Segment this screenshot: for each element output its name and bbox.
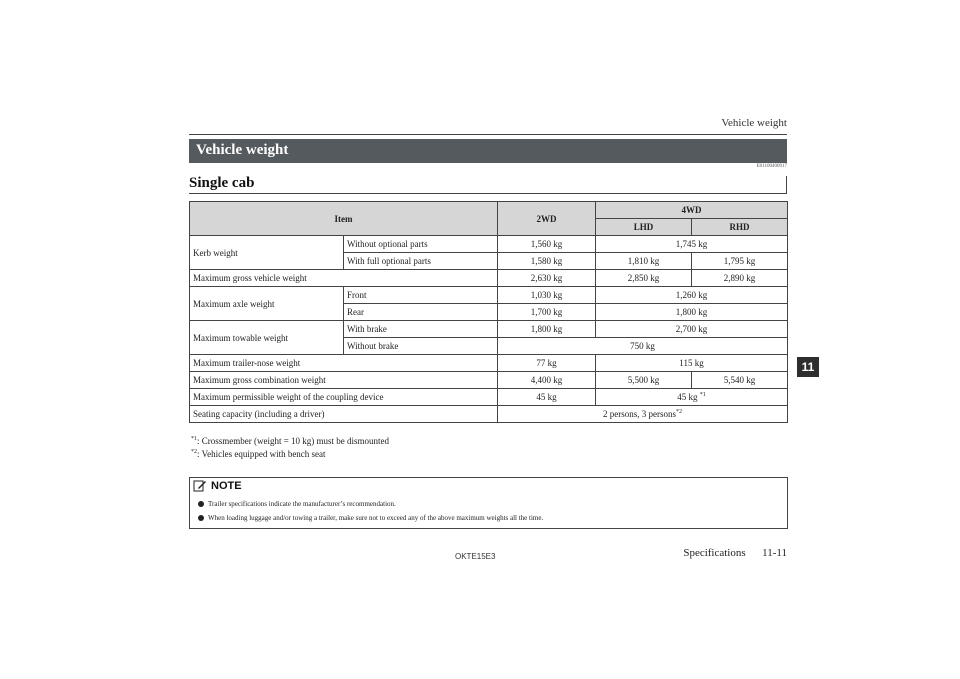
cell-4wd: 115 kg xyxy=(596,355,788,372)
bullet-icon xyxy=(198,515,204,521)
row-sublabel: Front xyxy=(344,287,498,304)
note-heading: NOTE xyxy=(211,480,242,492)
row-label: Maximum gross vehicle weight xyxy=(190,270,498,287)
cell-lhd: 1,810 kg xyxy=(596,253,692,270)
row-label: Maximum permissible weight of the coupling device xyxy=(190,389,498,406)
row-label: Maximum axle weight xyxy=(190,287,344,321)
row-sublabel: Without optional parts xyxy=(344,236,498,253)
cell-all xyxy=(498,406,788,423)
cell-4wd: 1,260 kg xyxy=(596,287,788,304)
cell-4wd: 1,800 kg xyxy=(596,304,788,321)
row-label: Maximum trailer-nose weight xyxy=(190,355,498,372)
cell-4wd xyxy=(596,389,788,406)
bullet-icon xyxy=(198,501,204,507)
cell-2wd: 45 kg xyxy=(498,389,596,406)
footnote-text: : Vehicles equipped with bench seat xyxy=(197,449,326,459)
subheading-tick xyxy=(786,176,787,194)
note-item xyxy=(198,514,543,522)
cell-2wd: 1,030 kg xyxy=(498,287,596,304)
cell-2wd: 77 kg xyxy=(498,355,596,372)
row-sublabel: Rear xyxy=(344,304,498,321)
table-row xyxy=(190,236,788,253)
cell-lhd: 5,500 kg xyxy=(596,372,692,389)
cell-2wd: 1,800 kg xyxy=(498,321,596,338)
cell-2wd: 1,560 kg xyxy=(498,236,596,253)
header-2wd: 2WD xyxy=(498,202,596,236)
table-row xyxy=(190,372,788,389)
footnote-mark: *2 xyxy=(191,449,197,455)
row-label: Maximum gross combination weight xyxy=(190,372,498,389)
footnote-ref: *2 xyxy=(676,409,682,415)
section-title: Vehicle weight xyxy=(196,142,289,158)
cell-4wd: 2,700 kg xyxy=(596,321,788,338)
cell-2wd: 1,580 kg xyxy=(498,253,596,270)
cell-4wd-value: 45 kg xyxy=(677,392,700,402)
document-code: E01100400917 xyxy=(756,164,787,169)
cell-all: 750 kg xyxy=(498,338,788,355)
table-row xyxy=(190,406,788,423)
table-row xyxy=(190,355,788,372)
header-4wd: 4WD xyxy=(596,202,788,219)
cell-lhd: 2,850 kg xyxy=(596,270,692,287)
row-label: Kerb weight xyxy=(190,236,344,270)
cell-rhd: 1,795 kg xyxy=(692,253,788,270)
table-row xyxy=(190,287,788,304)
footnote-1 xyxy=(191,436,389,446)
row-sublabel: With brake xyxy=(344,321,498,338)
cell-2wd: 4,400 kg xyxy=(498,372,596,389)
footer-code: OKTE15E3 xyxy=(455,552,496,561)
chapter-tab: 11 xyxy=(797,357,819,377)
table-row xyxy=(190,321,788,338)
table-row xyxy=(190,270,788,287)
cell-rhd: 2,890 kg xyxy=(692,270,788,287)
header-rhd: RHD xyxy=(692,219,788,236)
cell-2wd: 2,630 kg xyxy=(498,270,596,287)
cell-all-value: 2 persons, 3 persons xyxy=(603,409,676,419)
note-item xyxy=(198,500,396,508)
header-lhd: LHD xyxy=(596,219,692,236)
row-sublabel: With full optional parts xyxy=(344,253,498,270)
pencil-icon xyxy=(193,480,207,492)
running-header-title: Vehicle weight xyxy=(721,117,787,129)
row-label: Maximum towable weight xyxy=(190,321,344,355)
row-sublabel: Without brake xyxy=(344,338,498,355)
table-row xyxy=(190,389,788,406)
note-item-text: When loading luggage and/or towing a trailer, make sure not to exceed any of the above maximum weights all the time. xyxy=(208,514,544,522)
header-rule xyxy=(189,134,787,135)
vehicle-weight-table xyxy=(189,201,788,423)
table-header-row xyxy=(190,202,788,219)
footnote-ref: *1 xyxy=(699,392,706,398)
footnote-2 xyxy=(191,449,326,459)
note-item-text: Trailer specifications indicate the manufacturer’s recommendation. xyxy=(208,500,396,508)
row-label: Seating capacity (including a driver) xyxy=(190,406,498,423)
footnote-mark: *1 xyxy=(191,436,197,442)
cell-rhd: 5,540 kg xyxy=(692,372,788,389)
cell-2wd: 1,700 kg xyxy=(498,304,596,321)
footer-page-label: Specifications 11-11 xyxy=(683,547,787,559)
cell-4wd: 1,745 kg xyxy=(596,236,788,253)
footnote-text: : Crossmember (weight = 10 kg) must be dismounted xyxy=(197,436,390,446)
subheading: Single cab xyxy=(189,175,255,191)
subheading-rule xyxy=(189,193,787,194)
header-item: Item xyxy=(190,202,498,236)
